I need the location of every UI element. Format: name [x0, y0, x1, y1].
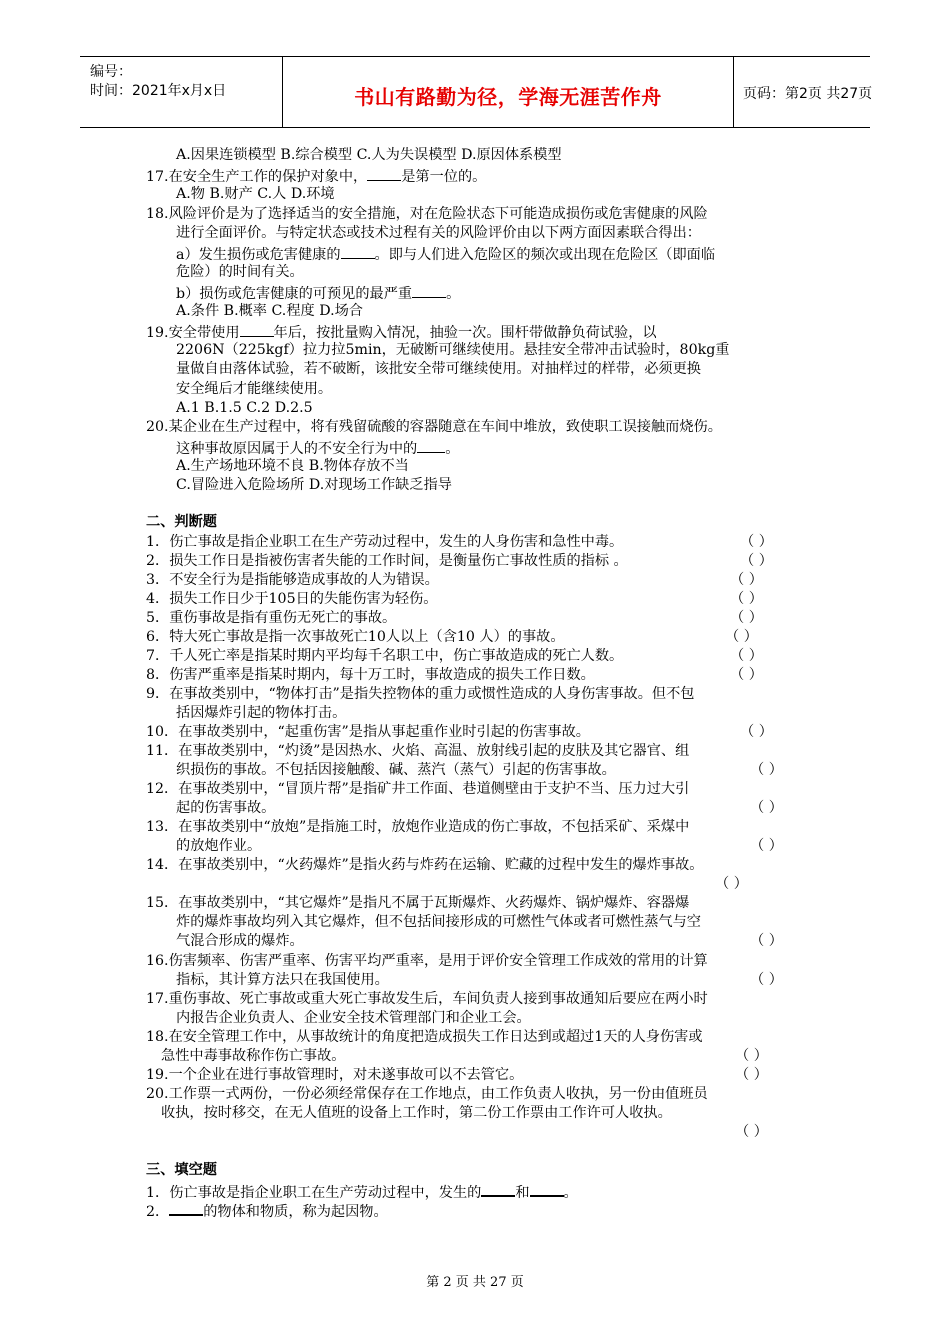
question-19	[146, 322, 657, 343]
answer-bracket[interactable]: （ ）	[750, 838, 783, 854]
tf-item-1: 1．伤亡事故是指企业职工在生产劳动过程中，发生的人身伤害和急性中毒。	[146, 534, 624, 550]
fill-2-post: 的物体和物质，称为起因物。	[203, 1204, 388, 1220]
tf-item-10: 10．在事故类别中，“起重伤害”是指从事起重作业时引起的伤害事故。	[146, 724, 590, 740]
answer-bracket[interactable]: （ ）	[740, 534, 773, 550]
answer-bracket[interactable]: （ ）	[730, 572, 763, 588]
document-number-label: 编号：	[90, 64, 132, 80]
q18-a-line-2: 危险）的时间有关。	[176, 264, 304, 280]
q19-options: A.1 B.1.5 C.2 D.2.5	[176, 400, 313, 416]
q18-a-pre: a）发生损伤或危害健康的	[176, 247, 341, 263]
fill-2-pre: 2．	[146, 1204, 170, 1220]
tf-item-18-line-1: 18.在安全管理工作中，从事故统计的角度把造成损失工作日达到或超过1天的人身伤害或	[146, 1029, 703, 1045]
fill-1-mid: 和	[515, 1185, 530, 1201]
header-meta-cell	[80, 57, 282, 127]
q20-line-1: 20.某企业在生产过程中，将有残留硫酸的容器随意在车间中堆放，致使职工误接触而烧伤。	[146, 419, 722, 435]
header-page-cell	[733, 57, 873, 127]
page-header	[80, 56, 873, 128]
q16-options: A.因果连锁模型 B.综合模型 C.人为失误模型 D.原因体系模型	[176, 147, 562, 163]
q20-l2-pre: 这种事故原因属于人的不安全行为中的	[176, 441, 418, 457]
answer-blank[interactable]	[341, 244, 375, 259]
answer-bracket[interactable]: （ ）	[735, 1067, 768, 1083]
answer-bracket[interactable]: （ ）	[740, 553, 773, 569]
tf-item-15-line-2: 炸的爆炸事故均列入其它爆炸，但不包括间接形成的可燃性气体或者可燃性蒸气与空	[176, 914, 701, 930]
q18-options: A.条件 B.概率 C.程度 D.场合	[176, 303, 363, 319]
tf-item-16-line-1: 16.伤害频率、伤害严重率、伤害平均严重率，是用于评价安全管理工作成效的常用的计算	[146, 953, 708, 969]
answer-bracket[interactable]: （ ）	[750, 933, 783, 949]
answer-bracket[interactable]: （ ）	[735, 1048, 768, 1064]
tf-item-9-line-2: 括因爆炸引起的物体打击。	[176, 705, 347, 721]
answer-bracket[interactable]: （ ）	[750, 762, 783, 778]
tf-item-17-line-1: 17.重伤事故、死亡事故或重大死亡事故发生后，车间负责人接到事故通知后要应在两小时	[146, 991, 708, 1007]
tf-item-11-line-2: 织损伤的事故。不包括因接触酸、碱、蒸汽（蒸气）引起的伤害事故。	[176, 762, 616, 778]
tf-item-8: 8．伤害严重率是指某时期内，每十万工时，事故造成的损失工作日数。	[146, 667, 595, 683]
fill-1-post: 。	[563, 1185, 578, 1201]
tf-item-13-line-1: 13．在事故类别中“放炮”是指施工时，放炮作业造成的伤亡事故，不包括采矿、采煤中	[146, 819, 690, 835]
answer-blank[interactable]	[481, 1181, 515, 1197]
q20-options-1: A.生产场地环境不良 B.物体存放不当	[176, 458, 409, 474]
q17-options: A.物 B.财产 C.人 D.环境	[176, 186, 335, 202]
q17-text-pre: 17.在安全生产工作的保护对象中，	[146, 169, 368, 185]
fill-1-pre: 1．伤亡事故是指企业职工在生产劳动过程中，发生的	[146, 1185, 482, 1201]
tf-item-20-line-1: 20.工作票一式两份，一份必须经常保存在工作地点，由工作负责人收执，另一份由值班员	[146, 1086, 708, 1102]
document-time-label: 时间：2021年x月x日	[90, 83, 227, 99]
answer-bracket[interactable]: （ ）	[715, 876, 748, 892]
answer-bracket[interactable]: （ ）	[730, 610, 763, 626]
section-title-judgement: 二、判断题	[146, 514, 217, 530]
answer-blank[interactable]	[240, 322, 274, 337]
q19-line-2: 2206N（225kgf）拉力拉5min，无破断可继续使用。悬挂安全带冲击试验时，80kg重	[176, 342, 730, 358]
tf-item-12-line-1: 12．在事故类别中，“冒顶片帮”是指矿井工作面、巷道侧壁由于支护不当、压力过大引	[146, 781, 690, 797]
answer-blank[interactable]	[417, 438, 445, 453]
q18-b-post: 。	[446, 286, 461, 302]
tf-item-3: 3．不安全行为是指能够造成事故的人为错误。	[146, 572, 439, 588]
tf-item-13-line-2: 的放炮作业。	[176, 838, 262, 854]
tf-item-17-line-2: 内报告企业负责人、企业安全技术管理部门和企业工会。	[176, 1010, 531, 1026]
q19-post: 年后，按批量购入情况，抽验一次。围杆带做静负荷试验，以	[273, 325, 657, 341]
answer-bracket[interactable]: （ ）	[725, 629, 758, 645]
answer-bracket[interactable]: （ ）	[730, 648, 763, 664]
answer-blank[interactable]	[367, 166, 401, 181]
q17-text-post: 是第一位的。	[401, 169, 487, 185]
tf-item-6: 6．特大死亡事故是指一次事故死亡10人以上（含10 人）的事故。	[146, 629, 565, 645]
header-page-info: 页码：第2页 共27页	[743, 86, 873, 102]
q19-line-3: 量做自由落体试验，若不破断，该批安全带可继续使用。对抽样过的样带，必须更换	[176, 361, 701, 377]
tf-item-4: 4．损失工作日少于105日的失能伤害为轻伤。	[146, 591, 438, 607]
page-footer: 第 2 页 共 27 页	[426, 1275, 524, 1290]
tf-item-9-line-1: 9．在事故类别中，“物体打击”是指失控物体的重力或惯性造成的人身伤害事故。但不包	[146, 686, 695, 702]
q18-b	[176, 283, 460, 304]
answer-blank[interactable]	[169, 1200, 203, 1216]
q20-line-2	[176, 438, 459, 459]
q18-a-post: 。即与人们进入危险区的频次或出现在危险区（即面临	[374, 247, 716, 263]
tf-item-11-line-1: 11．在事故类别中，“灼烫”是因热水、火焰、高温、放射线引起的皮肤及其它器官、组	[146, 743, 690, 759]
q18-line-2: 进行全面评价。与特定状态或技术过程有关的风险评价由以下两方面因素联合得出：	[176, 225, 701, 241]
q20-options-2: C.冒险进入危险场所 D.对现场工作缺乏指导	[176, 477, 452, 493]
tf-item-15-line-3: 气混合形成的爆炸。	[176, 933, 304, 949]
answer-bracket[interactable]: （ ）	[740, 724, 773, 740]
tf-item-12-line-2: 起的伤害事故。	[176, 800, 276, 816]
answer-bracket[interactable]: （ ）	[730, 667, 763, 683]
q18-b-pre: b）损伤或危害健康的可预见的最严重	[176, 286, 413, 302]
answer-blank[interactable]	[530, 1181, 564, 1197]
answer-bracket[interactable]: （ ）	[730, 591, 763, 607]
answer-bracket[interactable]: （ ）	[735, 1124, 768, 1140]
answer-bracket[interactable]: （ ）	[750, 800, 783, 816]
tf-item-19: 19.一个企业在进行事故管理时，对未遂事故可以不去管它。	[146, 1067, 524, 1083]
q18-a	[176, 244, 715, 265]
answer-blank[interactable]	[412, 283, 446, 298]
question-17	[146, 166, 486, 187]
tf-item-16-line-2: 指标，其计算方法只在我国使用。	[176, 972, 389, 988]
tf-item-15-line-1: 15．在事故类别中，“其它爆炸”是指凡不属于瓦斯爆炸、火药爆炸、锅炉爆炸、容器爆	[146, 895, 690, 911]
tf-item-14: 14．在事故类别中，“火药爆炸”是指火药与炸药在运输、贮藏的过程中发生的爆炸事故。	[146, 857, 704, 873]
tf-item-20-line-2: 收执，按时移交，在无人值班的设备上工作时，第二份工作票由工作许可人收执。	[161, 1105, 672, 1121]
q19-pre: 19.安全带使用	[146, 325, 240, 341]
tf-item-18-line-2: 急性中毒事故称作伤亡事故。	[161, 1048, 346, 1064]
tf-item-2: 2．损失工作日是指被伤害者失能的工作时间，是衡量伤亡事故性质的指标 。	[146, 553, 628, 569]
answer-bracket[interactable]: （ ）	[750, 972, 783, 988]
tf-item-7: 7．千人死亡率是指某时期内平均每千名职工中，伤亡事故造成的死亡人数。	[146, 648, 624, 664]
q19-line-4: 安全绳后才能继续使用。	[176, 381, 333, 397]
section-title-fill-blank: 三、填空题	[146, 1162, 217, 1178]
header-motto-cell	[282, 57, 734, 127]
header-motto: 书山有路勤为径，学海无涯苦作舟	[354, 85, 662, 109]
fill-item-2	[146, 1200, 388, 1222]
tf-item-5: 5．重伤事故是指有重伤无死亡的事故。	[146, 610, 397, 626]
q18-line-1: 18.风险评价是为了选择适当的安全措施，对在危险状态下可能造成损伤或危害健康的风险	[146, 206, 708, 222]
q20-l2-post: 。	[445, 441, 460, 457]
